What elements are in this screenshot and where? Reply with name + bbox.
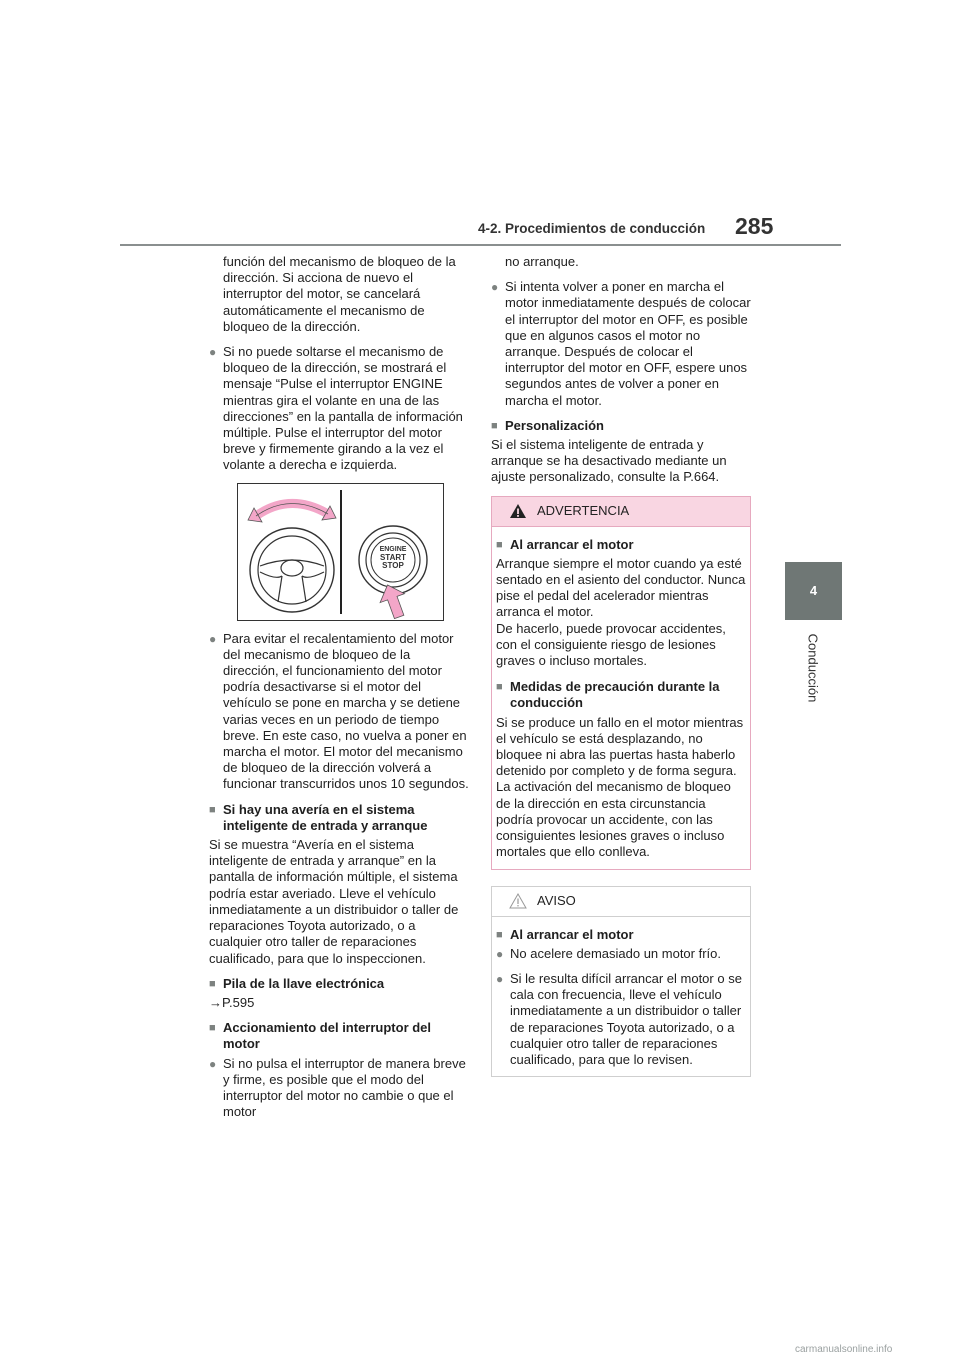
paragraph: función del mecanismo de bloqueo de la dirección. Si acciona de nuevo el interruptor del motor, se cancelará automáticamente el mecanismo de bloqueo de la dirección. (223, 254, 456, 334)
notice-box (491, 886, 751, 1078)
notice-header (492, 887, 750, 917)
right-column (491, 254, 753, 1077)
subheading: ■ Personalización (491, 417, 604, 433)
paragraph: no arranque. (505, 254, 579, 269)
paragraph: De hacerlo, puede provocar accidentes, con el consiguiente riesgo de lesiones graves o incluso mortales. (496, 620, 726, 669)
bullet-item: ● Si intenta volver a poner en marcha el motor inmediatamente después de colocar el interruptor del motor en OFF, es posible que en algunos casos el motor no arranque. Después de colocar el interruptor del motor en OFF, espere unos segundos antes de volver a poner en marcha el motor. (491, 279, 751, 408)
square-bullet-icon: ■ (496, 538, 503, 551)
warning-body (492, 527, 750, 869)
bullet-icon: ● (491, 280, 499, 295)
square-bullet-icon: ■ (496, 928, 503, 941)
square-bullet-icon: ■ (209, 1022, 216, 1035)
bullet-icon: ● (496, 946, 504, 961)
square-bullet-icon: ■ (209, 977, 216, 990)
subheading: ■ Accionamiento del interruptor del motor (209, 1020, 432, 1052)
paragraph: Si se produce un fallo en el motor mientras el vehículo se está desplazando, no bloquee ni abra las puertas hasta haberlo detenido por completo y de forma segura. La activación del mecanismo de bloqueo de la dirección en esta circunstancia podría provocar un accidente, con las consiguientes lesiones graves o incluso mortales que ello conlleva. (496, 714, 744, 860)
subheading: ■ Si hay una avería en el sistema inteligente de entrada y arranque (209, 801, 428, 833)
warning-box (491, 496, 751, 870)
bullet-item: ● Si no pulsa el interruptor de manera breve y firme, es posible que el modo del interruptor del motor no cambie o que el motor (209, 1055, 466, 1120)
square-bullet-icon: ■ (209, 803, 216, 816)
footer-watermark: carmanualsonline.info (795, 1344, 893, 1355)
subheading: ■ Pila de la llave electrónica (209, 975, 385, 991)
subheading: ■ Medidas de precaución durante la conducción (496, 679, 720, 711)
header-divider (120, 244, 841, 246)
bullet-icon: ● (496, 971, 504, 986)
bullet-icon: ● (209, 1056, 217, 1071)
warning-header (492, 497, 750, 527)
subheading: ■ Al arrancar el motor (496, 926, 634, 942)
page-reference-link[interactable]: →P.595 (209, 994, 255, 1010)
paragraph: Si se muestra “Avería en el sistema inteligente de entrada y arranque” en la pantalla de información múltiple, el sistema podría estar averiado. Lleve el vehículo inmediatamente a un distribuidor o taller de reparaciones Toyota autorizado, o a cualquier otro taller de reparaciones cualificado, para que lo inspeccionen. (209, 837, 459, 966)
notice-body (492, 917, 750, 1077)
left-column (209, 254, 469, 1129)
square-bullet-icon: ■ (496, 681, 503, 694)
bullet-item: ● Si no puede soltarse el mecanismo de bloqueo de la dirección, se mostrará el mensaje “Pulse el interruptor ENGINE mientras gira el volante en una de las direcciones” en la pantalla de información múltiple. Pulse el interruptor del motor breve y firmemente girando a la vez el volante a derecha e izquierda. (209, 344, 463, 473)
bullet-item: ● Para evitar el recalentamiento del motor del mecanismo de bloqueo de la dirección, el funcionamiento del motor podría desactivarse si el motor del vehículo se pone en marcha y se detiene varias veces en un periodo de tiempo breve. En este caso, no vuelva a poner en marcha el motor. El motor del mecanismo de bloqueo de la dirección volverá a funcionar transcurridos unos 10 segundos. (209, 630, 469, 792)
figure-divider (340, 490, 342, 614)
chapter-tab[interactable]: 4 (785, 562, 842, 620)
caution-triangle-icon (509, 893, 527, 909)
page-number: 285 (735, 213, 774, 239)
bullet-icon: ● (209, 631, 217, 646)
warning-triangle-icon (509, 503, 527, 519)
steering-start-illustration (237, 483, 444, 621)
warning-title: ADVERTENCIA (537, 503, 630, 519)
bullet-item: ● No acelere demasiado un motor frío. (496, 945, 721, 961)
bullet-icon: ● (209, 345, 217, 360)
subheading: ■ Al arrancar el motor (496, 536, 634, 552)
section-title: 4-2. Procedimientos de conducción (478, 221, 706, 236)
paragraph: Arranque siempre el motor cuando ya esté sentado en el asiento del conductor. Nunca pise el pedal del acelerador mientras arranca el motor. (496, 555, 746, 620)
chapter-label: Conducción (805, 633, 821, 703)
start-button-label: ENGINE START STOP (379, 545, 407, 570)
notice-title: AVISO (537, 892, 576, 908)
square-bullet-icon: ■ (491, 419, 498, 432)
paragraph: Si el sistema inteligente de entrada y arranque se ha desactivado mediante un ajuste personalizado, consulte la P.664. (491, 437, 727, 485)
bullet-item: ● Si le resulta difícil arrancar el motor o se cala con frecuencia, lleve el vehículo inmediatamente a un distribuidor o taller de reparaciones Toyota autorizado, o a cualquier otro taller de reparaciones cualificado, para que lo revisen. (496, 970, 742, 1067)
